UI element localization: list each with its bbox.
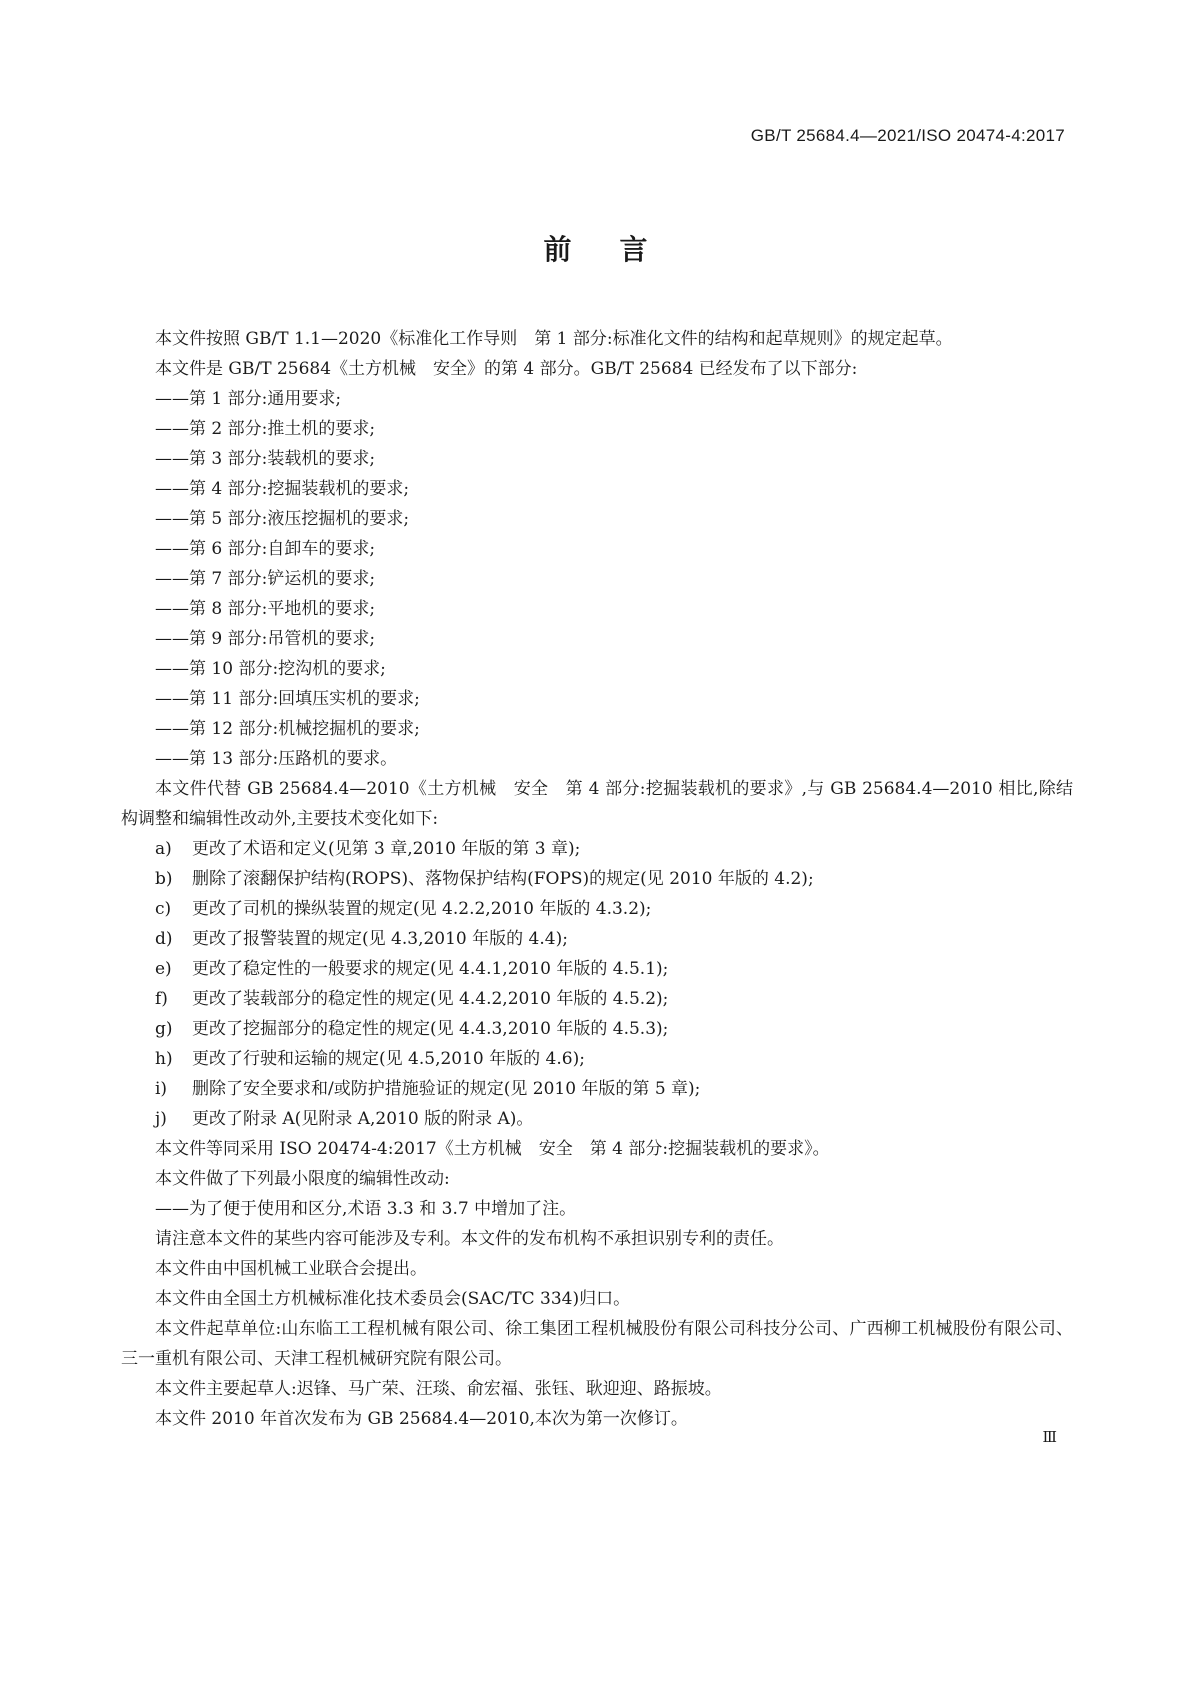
change-text: 更改了报警装置的规定(见 4.3,2010 年版的 4.4); [192,929,568,949]
part-list-item: ——第 1 部分:通用要求; [155,389,342,409]
drafters-paragraph: 本文件主要起草人:迟锋、马广荣、汪琰、俞宏福、张钰、耿迎迎、路振坡。 [155,1379,722,1399]
part-list-item: ——第 2 部分:推土机的要求; [155,419,376,439]
preface-body [121,324,1073,1434]
change-text: 更改了稳定性的一般要求的规定(见 4.4.1,2010 年版的 4.5.1); [192,959,669,979]
part-list-item: ——第 8 部分:平地机的要求; [155,599,376,619]
adoption-paragraph: 本文件等同采用 ISO 20474-4:2017《土方机械 安全 第 4 部分:挖掘装载机的要求》。 [155,1139,830,1159]
change-list-item [121,924,1073,954]
intro-paragraph-2: 本文件是 GB/T 25684《土方机械 安全》的第 4 部分。GB/T 25684 已经发布了以下部分: [155,359,858,379]
change-list-item [121,954,1073,984]
editorial-paragraph: 本文件做了下列最小限度的编辑性改动: [155,1169,450,1189]
part-list-item: ——第 3 部分:装载机的要求; [155,449,376,469]
change-label: g) [155,1019,173,1039]
part-list-item: ——第 6 部分:自卸车的要求; [155,539,376,559]
change-list-item [121,894,1073,924]
page-number: Ⅲ [1042,1428,1057,1446]
change-label: d) [155,929,173,949]
history-paragraph: 本文件 2010 年首次发布为 GB 25684.4—2010,本次为第一次修订。 [155,1409,688,1429]
proposer-paragraph: 本文件由中国机械工业联合会提出。 [155,1259,427,1279]
intro-paragraph-1: 本文件按照 GB/T 1.1—2020《标准化工作导则 第 1 部分:标准化文件的结构和起草规则》的规定起草。 [155,329,953,349]
change-text: 删除了滚翻保护结构(ROPS)、落物保护结构(FOPS)的规定(见 2010 年版的 4.2); [192,869,814,889]
change-label: j) [155,1109,167,1129]
part-list-item: ——第 12 部分:机械挖掘机的要求; [155,719,420,739]
change-text: 更改了挖掘部分的稳定性的规定(见 4.4.3,2010 年版的 4.5.3); [192,1019,669,1039]
patent-paragraph: 请注意本文件的某些内容可能涉及专利。本文件的发布机构不承担识别专利的责任。 [155,1229,784,1249]
part-list-item: ——第 4 部分:挖掘装载机的要求; [155,479,410,499]
standard-number: GB/T 25684.4—2021/ISO 20474-4:2017 [750,126,1065,145]
change-list-item [121,864,1073,894]
change-text: 更改了装载部分的稳定性的规定(见 4.4.2,2010 年版的 4.5.2); [192,989,669,1009]
change-list-item [121,1014,1073,1044]
change-label: f) [155,989,168,1009]
editorial-list-item: ——为了便于使用和区分,术语 3.3 和 3.7 中增加了注。 [155,1199,577,1219]
change-text: 更改了司机的操纵装置的规定(见 4.2.2,2010 年版的 4.3.2); [192,899,652,919]
part-list-item: ——第 10 部分:挖沟机的要求; [155,659,386,679]
change-list-item [121,1044,1073,1074]
change-list-item [121,834,1073,864]
change-label: h) [155,1049,173,1069]
change-list-item [121,1104,1073,1134]
technical-committee-paragraph: 本文件由全国土方机械标准化技术委员会(SAC/TC 334)归口。 [155,1289,631,1309]
change-label: i) [155,1079,168,1099]
change-label: c) [155,899,172,919]
change-list-item [121,1074,1073,1104]
drafting-units-paragraph: 本文件起草单位:山东临工工程机械有限公司、徐工集团工程机械股份有限公司科技分公司、广西柳工机械股份有限公司、三一重机有限公司、天津工程机械研究院有限公司。 [121,1319,1073,1369]
change-label: b) [155,869,173,889]
change-text: 更改了行驶和运输的规定(见 4.5,2010 年版的 4.6); [192,1049,585,1069]
change-label: e) [155,959,172,979]
change-text: 更改了术语和定义(见第 3 章,2010 年版的第 3 章); [192,839,581,859]
part-list-item: ——第 5 部分:液压挖掘机的要求; [155,509,410,529]
change-list-item [121,984,1073,1014]
part-list-item: ——第 9 部分:吊管机的要求; [155,629,376,649]
change-label: a) [155,839,172,859]
change-text: 删除了安全要求和/或防护措施验证的规定(见 2010 年版的第 5 章); [192,1079,701,1099]
part-list-item: ——第 13 部分:压路机的要求。 [155,749,398,769]
part-list-item: ——第 7 部分:铲运机的要求; [155,569,376,589]
page-title: 前言 [543,233,696,266]
part-list-item: ——第 11 部分:回填压实机的要求; [155,689,420,709]
replace-paragraph: 本文件代替 GB 25684.4—2010《土方机械 安全 第 4 部分:挖掘装载机的要求》,与 GB 25684.4—2010 相比,除结构调整和编辑性改动外,主要技术变化如下: [121,779,1073,829]
change-text: 更改了附录 A(见附录 A,2010 版的附录 A)。 [192,1109,534,1129]
